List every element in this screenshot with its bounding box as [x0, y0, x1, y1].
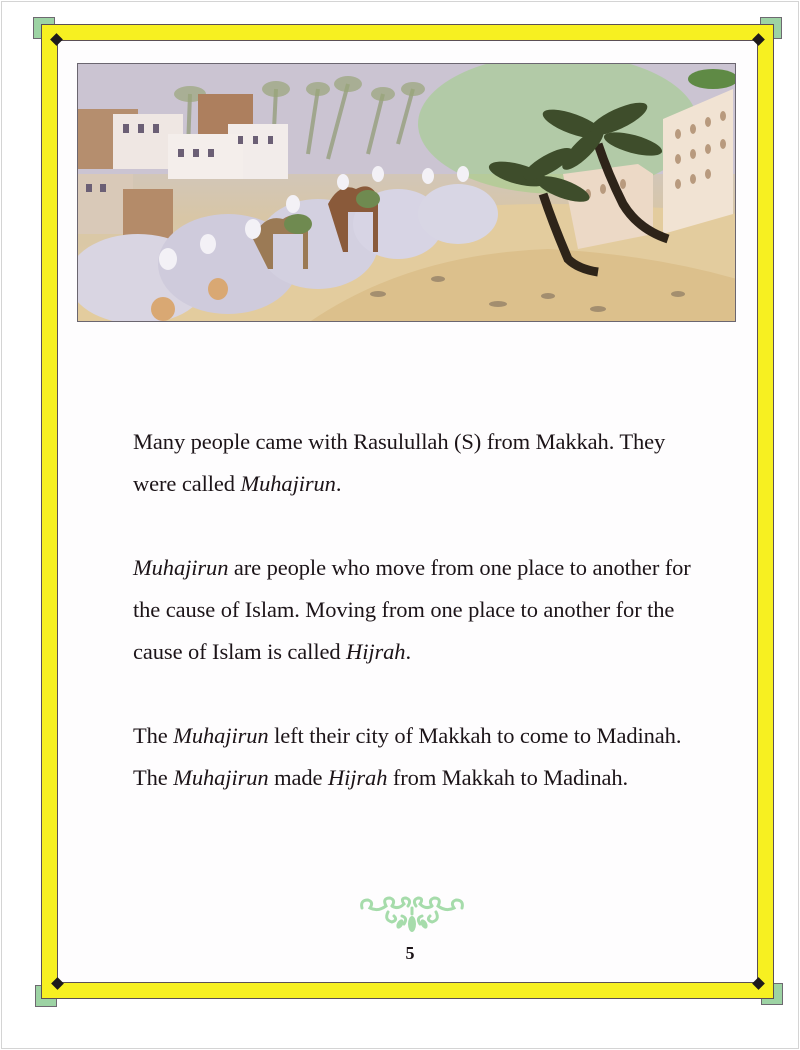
italic-term: Hijrah [346, 639, 406, 664]
story-text [133, 421, 693, 841]
paragraph-text: made [268, 765, 328, 790]
watercolor-scene [78, 64, 736, 322]
paragraph-3 [133, 715, 693, 799]
paragraph-1 [133, 421, 693, 505]
paragraph-text: . [335, 471, 342, 496]
flourish-ornament-icon [358, 894, 466, 942]
hijrah-illustration [77, 63, 736, 322]
paragraph-2 [133, 547, 693, 673]
page-number: 5 [405, 943, 415, 963]
paragraph-text: . [405, 639, 411, 664]
italic-term: Hijrah [327, 765, 388, 790]
paragraph-text: Many people came with Rasulullah (S) from Makkah. They were called [133, 429, 666, 496]
paragraph-text: from Makkah to Madinah. [387, 765, 629, 790]
paragraph-text: The [133, 723, 174, 748]
italic-term: Muhajirun [133, 555, 229, 580]
paragraph-text: left their city of Makkah to come to Madinah. The [133, 723, 682, 790]
italic-term: Muhajirun [173, 723, 269, 748]
italic-term: Muhajirun [173, 765, 269, 790]
italic-term: Muhajirun [240, 471, 336, 496]
paragraph-text: are people who move from one place to another for the cause of Islam. Moving from one place to another for the cause of Islam is called [133, 555, 691, 664]
